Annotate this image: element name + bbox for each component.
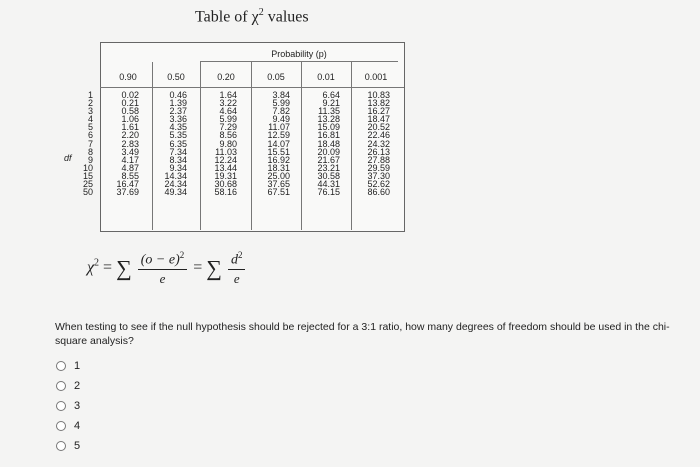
table-cell: 49.34 <box>164 187 187 198</box>
table-cell: 8.56 <box>219 130 237 141</box>
column-header-0.50: 0.50 <box>167 72 185 82</box>
table-cell: 22.46 <box>367 130 390 141</box>
radio-button-icon[interactable] <box>56 381 66 391</box>
table-cell: 6.35 <box>169 138 187 149</box>
values-column-0.50 <box>160 91 187 196</box>
table-cell: 25.00 <box>267 170 290 181</box>
table-cell: 30.68 <box>214 179 237 190</box>
column-header-0.01: 0.01 <box>317 72 335 82</box>
radio-button-icon[interactable] <box>56 441 66 451</box>
column-header-0.90: 0.90 <box>119 72 137 82</box>
table-cell: 23.21 <box>317 162 340 173</box>
df-value: 6 <box>87 130 93 141</box>
table-cell: 37.30 <box>367 170 390 181</box>
table-cell: 19.31 <box>214 170 237 181</box>
radio-button-icon[interactable] <box>56 421 66 431</box>
table-cell: 67.51 <box>267 187 290 198</box>
df-label: df <box>64 153 72 163</box>
values-column-0.20 <box>209 91 237 196</box>
table-cell: 2.20 <box>121 130 139 141</box>
table-cell: 0.02 <box>121 90 139 100</box>
table-cell: 16.47 <box>116 179 139 190</box>
df-value: 2 <box>87 98 93 109</box>
table-cell: 13.82 <box>367 98 390 109</box>
table-cell: 13.44 <box>214 162 237 173</box>
values-column-0.05 <box>260 91 290 196</box>
table-cell: 76.15 <box>317 187 340 198</box>
table-cell: 24.32 <box>367 138 390 149</box>
answer-options <box>56 356 80 456</box>
table-cell: 8.34 <box>169 154 187 165</box>
df-value: 9 <box>87 154 93 165</box>
header-divider <box>100 87 404 88</box>
table-cell: 29.59 <box>367 162 390 173</box>
table-cell: 11.03 <box>215 146 237 157</box>
option-3[interactable]: 3 <box>56 396 80 416</box>
table-cell: 9.34 <box>169 162 187 173</box>
table-title: Table of $\chi^2$ values <box>195 7 309 26</box>
radio-button-icon[interactable] <box>56 401 66 411</box>
table-cell: 12.59 <box>267 130 290 141</box>
table-cell: 16.81 <box>317 130 340 141</box>
table-cell: 11.07 <box>268 122 290 133</box>
table-cell: 4.87 <box>121 162 139 173</box>
df-value: 50 <box>82 187 93 198</box>
table-cell: 1.64 <box>219 90 237 100</box>
table-cell: 7.34 <box>169 146 187 157</box>
table-cell: 1.61 <box>121 122 139 133</box>
radio-button-icon[interactable] <box>56 361 66 371</box>
table-cell: 9.21 <box>322 98 340 109</box>
df-value: 1 <box>87 90 93 100</box>
table-cell: 2.37 <box>169 106 187 117</box>
table-cell: 14.07 <box>267 138 290 149</box>
table-cell: 30.58 <box>317 170 340 181</box>
values-column-0.001 <box>360 91 390 196</box>
table-cell: 37.69 <box>116 187 139 198</box>
table-cell: 12.24 <box>214 154 237 165</box>
df-value: 3 <box>87 106 93 117</box>
table-cell: 3.36 <box>169 114 187 125</box>
table-cell: 10.83 <box>367 90 390 100</box>
option-2[interactable]: 2 <box>56 376 80 396</box>
table-cell: 24.34 <box>164 179 187 190</box>
table-cell: 18.47 <box>367 114 390 125</box>
table-cell: 9.49 <box>272 114 290 125</box>
table-cell: 2.83 <box>121 138 139 149</box>
table-cell: 16.27 <box>367 106 390 117</box>
table-cell: 0.21 <box>121 98 139 109</box>
table-cell: 58.16 <box>214 187 237 198</box>
column-header-0.20: 0.20 <box>217 72 235 82</box>
df-column <box>79 91 93 196</box>
df-value: 25 <box>82 179 93 190</box>
table-cell: 18.48 <box>317 138 340 149</box>
values-column-0.90 <box>112 91 139 196</box>
table-cell: 20.52 <box>367 122 390 133</box>
table-cell: 52.62 <box>367 179 390 190</box>
table-cell: 20.09 <box>317 146 340 157</box>
table-cell: 11.35 <box>318 106 340 117</box>
df-value: 5 <box>87 122 93 133</box>
table-cell: 26.13 <box>367 146 390 157</box>
chi-square-formula: $\chi^2$ = ∑ $\frac{(o - e)^2}{e}$ = ∑ $\frac{d^2}{e}$ <box>87 250 247 287</box>
option-5[interactable]: 5 <box>56 436 80 456</box>
column-header-0.001: 0.001 <box>364 72 388 82</box>
probability-header: Probability (p) <box>200 41 398 62</box>
table-cell: 1.06 <box>121 114 139 125</box>
table-cell: 9.80 <box>219 138 237 149</box>
table-cell: 5.99 <box>272 98 290 109</box>
table-cell: 5.35 <box>169 130 187 141</box>
table-cell: 15.09 <box>317 122 340 133</box>
question-text: When testing to see if the null hypothesis should be rejected for a 3:1 ratio, how many degrees of freedom should be used in the chi-square analysis? <box>55 321 670 347</box>
table-cell: 0.46 <box>169 90 187 100</box>
df-value: 4 <box>87 114 93 125</box>
option-4[interactable]: 4 <box>56 416 80 436</box>
table-cell: 14.34 <box>164 170 187 181</box>
table-cell: 18.31 <box>267 162 290 173</box>
column-header-0.05: 0.05 <box>267 72 285 82</box>
df-value: 7 <box>87 138 93 149</box>
table-cell: 3.22 <box>219 98 237 109</box>
table-cell: 21.67 <box>317 154 340 165</box>
table-cell: 8.55 <box>121 170 139 181</box>
table-cell: 27.88 <box>367 154 390 165</box>
table-cell: 7.29 <box>219 122 237 133</box>
table-cell: 3.84 <box>272 90 290 100</box>
table-cell: 6.64 <box>322 90 340 100</box>
df-value: 15 <box>82 170 93 181</box>
table-cell: 4.35 <box>169 122 187 133</box>
table-cell: 4.64 <box>219 106 237 117</box>
option-1[interactable]: 1 <box>56 356 80 376</box>
table-cell: 15.51 <box>267 146 290 157</box>
table-cell: 0.58 <box>121 106 139 117</box>
table-cell: 5.99 <box>219 114 237 125</box>
table-cell: 16.92 <box>267 154 290 165</box>
table-cell: 4.17 <box>121 154 139 165</box>
values-column-0.01 <box>310 91 340 196</box>
table-cell: 1.39 <box>169 98 187 109</box>
table-cell: 44.31 <box>317 179 340 190</box>
table-cell: 86.60 <box>367 187 390 198</box>
df-value: 10 <box>82 162 93 173</box>
table-cell: 3.49 <box>121 146 139 157</box>
table-cell: 7.82 <box>272 106 290 117</box>
table-cell: 13.28 <box>317 114 340 125</box>
table-cell: 37.65 <box>267 179 290 190</box>
df-value: 8 <box>87 146 93 157</box>
